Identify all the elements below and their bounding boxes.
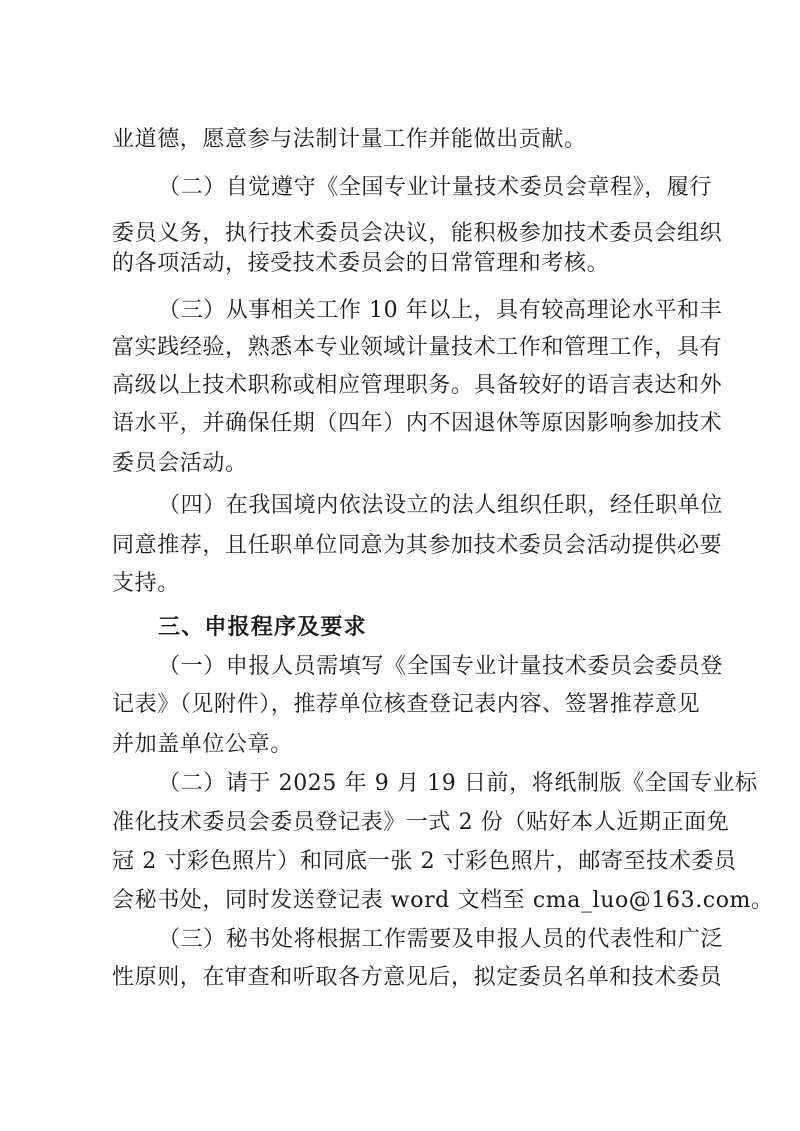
section-heading: 三、申报程序及要求 [158, 615, 367, 640]
paragraph-line: 支持。 [112, 571, 180, 596]
paragraph-line: 业道德，愿意参与法制计量工作并能做出贡献。 [112, 127, 587, 152]
paragraph-line: 富实践经验，熟悉本专业领域计量技术工作和管理工作，具有 [112, 335, 723, 360]
paragraph-line: 性原则，在审查和听取各方意见后，拟定委员名单和技术委员 [112, 965, 723, 990]
paragraph-line: 记表》（见附件），推荐单位核查登记表内容、签署推荐意见 [112, 692, 701, 717]
paragraph-line: 并加盖单位公章。 [112, 732, 293, 757]
paragraph-line: 的各项活动，接受技术委员会的日常管理和考核。 [112, 251, 610, 276]
paragraph-line: （三）从事相关工作 10 年以上，具有较高理论水平和丰 [158, 298, 723, 323]
paragraph-line: 语水平，并确保任期（四年）内不因退休等原因影响参加技术 [112, 411, 723, 436]
paragraph-line: （二）请于 2025 年 9 月 19 日前，将纸制版《全国专业标 [158, 771, 758, 796]
paragraph-line: （三）秘书处将根据工作需要及申报人员的代表性和广泛 [158, 927, 724, 952]
paragraph-line: 冠 2 寸彩色照片）和同底一张 2 寸彩色照片，邮寄至技术委员 [112, 849, 737, 874]
paragraph-line: （二）自觉遵守《全国专业计量技术委员会章程》，履行 [158, 175, 713, 200]
paragraph-line: 会秘书处，同时发送登记表 word 文档至 cma_luo@163.com。 [112, 888, 774, 913]
paragraph-line: （四）在我国境内依法设立的法人组织任职，经任职单位 [158, 493, 724, 518]
paragraph-line: （一）申报人员需填写《全国专业计量技术委员会委员登 [158, 654, 724, 679]
paragraph-line: 高级以上技术职称或相应管理职务。具备较好的语言表达和外 [112, 373, 723, 398]
paragraph-line: 准化技术委员会委员登记表》一式 2 份（贴好本人近期正面免 [112, 810, 730, 835]
paragraph-line: 委员义务，执行技术委员会决议，能积极参加技术委员会组织 [112, 221, 723, 246]
paragraph-line: 同意推荐，且任职单位同意为其参加技术委员会活动提供必要 [112, 533, 723, 558]
paragraph-line: 委员会活动。 [112, 451, 248, 476]
